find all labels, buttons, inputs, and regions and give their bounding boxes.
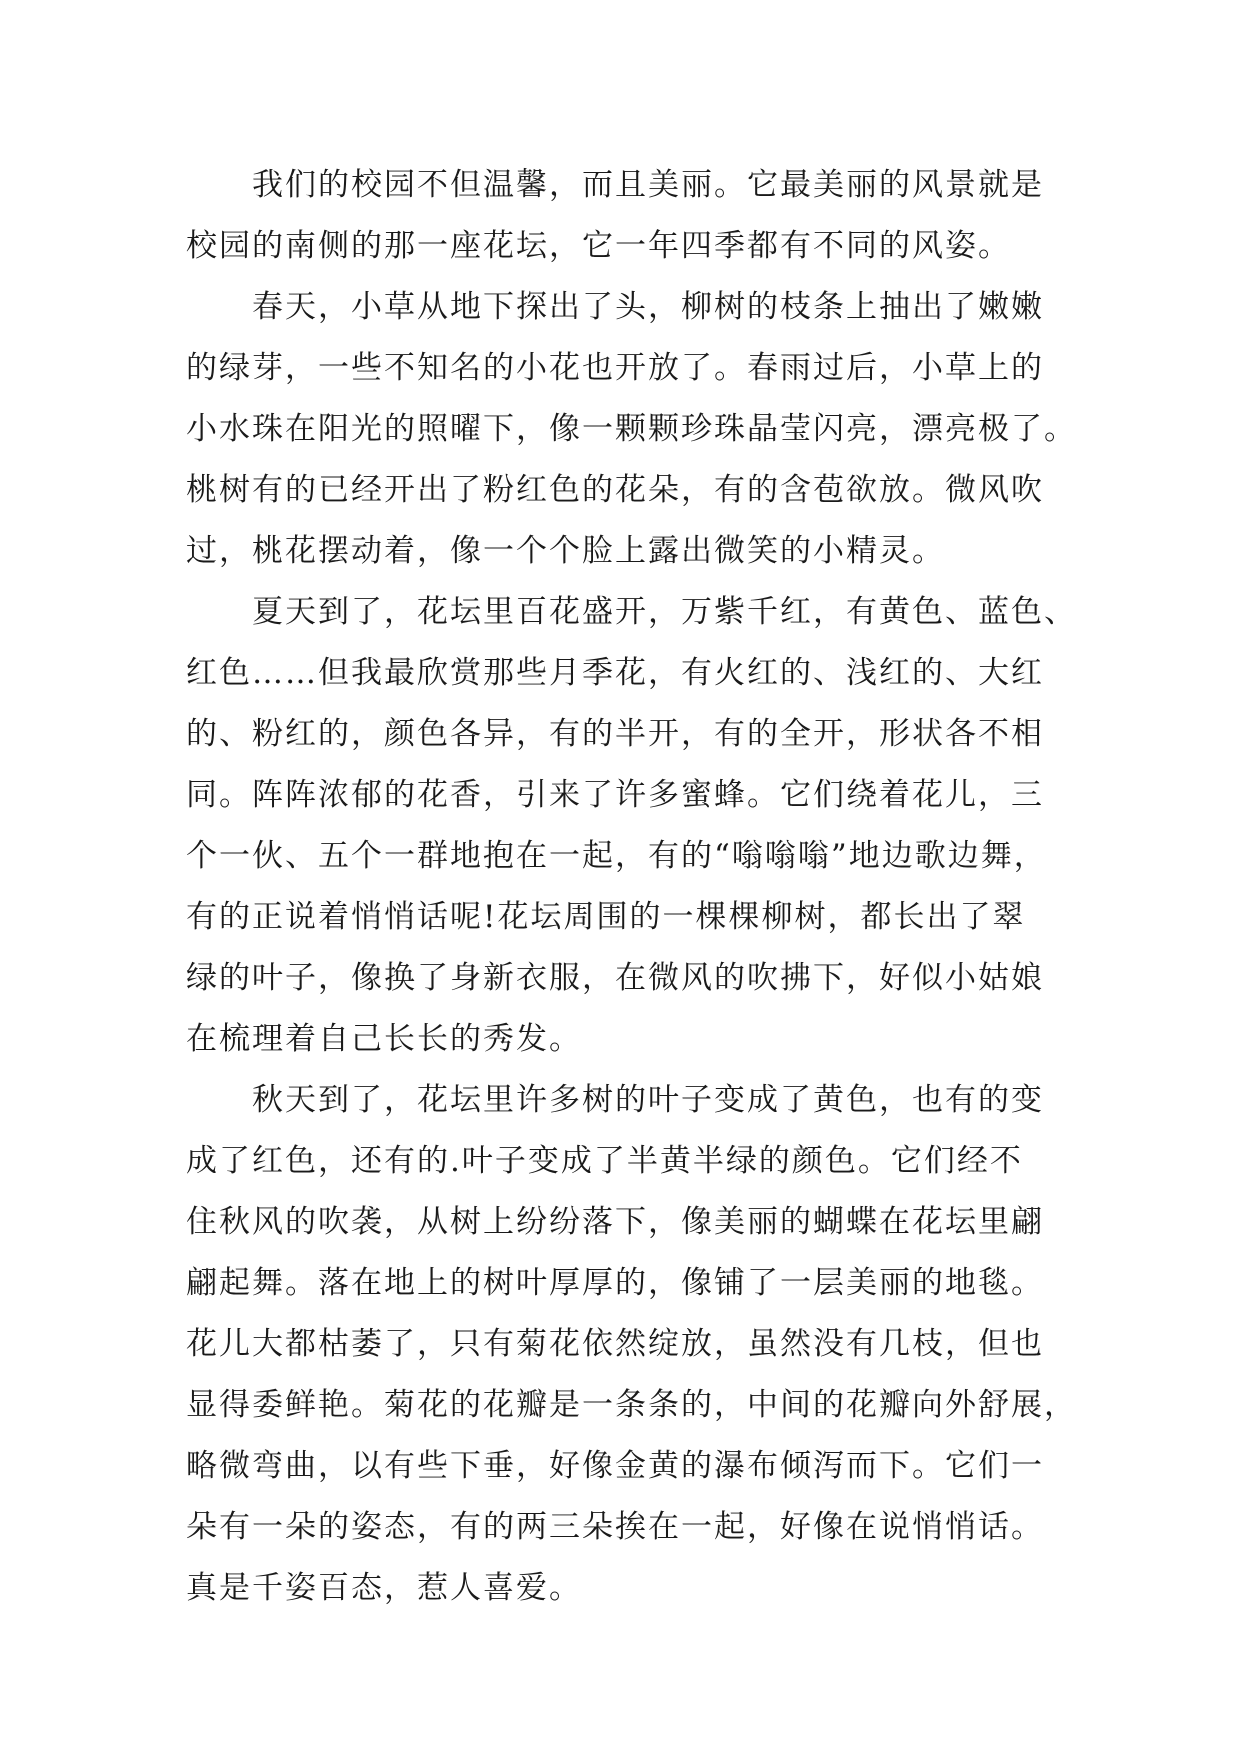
text-line: 桃树有的已经开出了粉红色的花朵，有的含苞欲放。微风吹 — [186, 472, 1044, 508]
paragraph-autumn — [186, 1070, 1077, 1619]
text-line: 同。阵阵浓郁的花香，引来了许多蜜蜂。它们绕着花儿，三 — [186, 777, 1044, 813]
text-line: 花儿大都枯萎了，只有菊花依然绽放，虽然没有几枝，但也 — [186, 1326, 1044, 1362]
text-line: 真是千姿百态，惹人喜爱。 — [186, 1570, 582, 1606]
text-line: 红色……但我最欣赏那些月季花，有火红的、浅红的、大红 — [186, 655, 1044, 691]
text-line: 小水珠在阳光的照曜下，像一颗颗珍珠晶莹闪亮，漂亮极了。 — [186, 411, 1077, 447]
text-line: 校园的南侧的那一座花坛，它一年四季都有不同的风姿。 — [186, 228, 1011, 264]
text-line: 的绿芽，一些不知名的小花也开放了。春雨过后，小草上的 — [186, 350, 1044, 386]
text-line: 住秋风的吹袭，从树上纷纷落下，像美丽的蝴蝶在花坛里翩 — [186, 1204, 1044, 1240]
text-line: 个一伙、五个一群地抱在一起，有的“嗡嗡嗡”地边歌边舞， — [186, 838, 1047, 874]
essay-body — [186, 155, 1077, 1619]
text-line: 我们的校园不但温馨，而且美丽。它最美丽的风景就是 — [252, 167, 1044, 203]
text-line: 成了红色，还有的.叶子变成了半黄半绿的颜色。它们经不 — [186, 1143, 1023, 1179]
text-line: 过，桃花摆动着，像一个个脸上露出微笑的小精灵。 — [186, 533, 945, 569]
text-line: 略微弯曲，以有些下垂，好像金黄的瀑布倾泻而下。它们一 — [186, 1448, 1044, 1484]
text-line: 在梳理着自己长长的秀发。 — [186, 1021, 582, 1057]
paragraph-spring — [186, 277, 1077, 582]
text-line: 的、粉红的，颜色各异，有的半开，有的全开，形状各不相 — [186, 716, 1044, 752]
text-line: 秋天到了，花坛里许多树的叶子变成了黄色，也有的变 — [252, 1082, 1044, 1118]
text-line: 朵有一朵的姿态，有的两三朵挨在一起，好像在说悄悄话。 — [186, 1509, 1044, 1545]
text-line: 有的正说着悄悄话呢!花坛周围的一棵棵柳树，都长出了翠 — [186, 899, 1026, 935]
paragraph-intro — [186, 155, 1066, 277]
text-line: 春天，小草从地下探出了头，柳树的枝条上抽出了嫩嫩 — [252, 289, 1044, 325]
text-line: 显得委鲜艳。菊花的花瓣是一条条的，中间的花瓣向外舒展， — [186, 1387, 1077, 1423]
paragraph-summer — [186, 582, 1077, 1070]
text-line: 翩起舞。落在地上的树叶厚厚的，像铺了一层美丽的地毯。 — [186, 1265, 1044, 1301]
text-line: 绿的叶子，像换了身新衣服，在微风的吹拂下，好似小姑娘 — [186, 960, 1044, 996]
text-line: 夏天到了，花坛里百花盛开，万紫千红，有黄色、蓝色、 — [252, 594, 1077, 630]
